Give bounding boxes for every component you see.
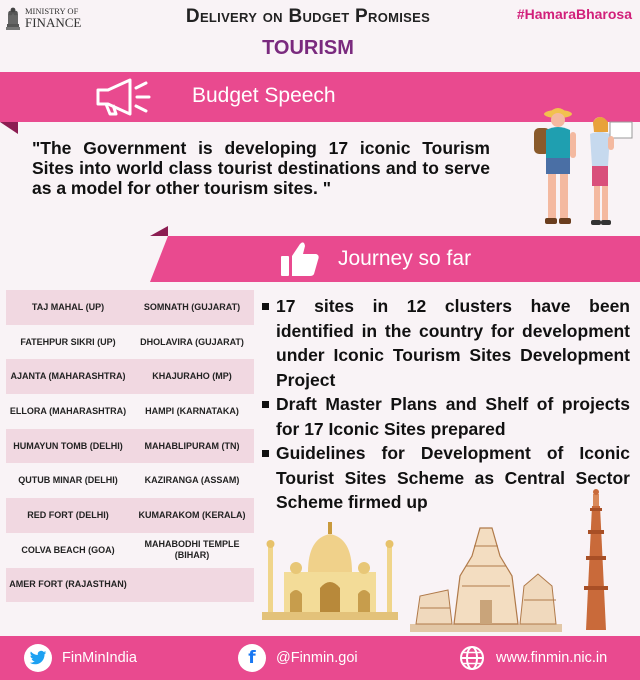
list-item-text: Guidelines for Development of Iconic Tourist Sites Scheme as Central Sector Scheme firmed up: [276, 443, 630, 512]
bullet-marker: [262, 303, 269, 310]
site-cell: MAHABODHI TEMPLE (BIHAR): [144, 539, 240, 561]
facebook-handle: @Finmin.goi: [276, 650, 358, 666]
journey-label: Journey so far: [338, 247, 472, 270]
site-cell: SOMNATH (GUJARAT): [143, 301, 241, 312]
site-cell: HUMAYUN TOMB (DELHI): [13, 440, 123, 451]
site-cell: HAMPI (KARNATAKA): [145, 405, 239, 416]
tourists-illustration: [524, 102, 636, 234]
ashoka-emblem-icon: [4, 4, 22, 32]
list-item: [262, 294, 630, 392]
facebook-link[interactable]: [238, 636, 358, 680]
list-item: [262, 441, 630, 515]
page-title: Delivery on Budget Promises: [185, 6, 431, 27]
site-cell: RED FORT (DELHI): [27, 509, 109, 520]
site-cell: ELLORA (MAHARASHTRA): [9, 405, 127, 416]
website-link[interactable]: [458, 636, 607, 680]
table-row: [6, 394, 254, 429]
ministry-logo: [4, 4, 84, 34]
hashtag[interactable]: #HamaraBharosa: [516, 6, 632, 22]
globe-icon: [458, 644, 486, 672]
site-cell: COLVA BEACH (GOA): [21, 544, 115, 555]
budget-speech-quote: "The Government is developing 17 iconic Tourism Sites into world class tourist destinations and to serve as a model for other tourism sites. ": [32, 138, 490, 198]
iconic-sites-table: [6, 290, 254, 602]
budget-speech-label: Budget Speech: [192, 84, 336, 107]
table-row: [6, 498, 254, 533]
qutub-minar-illustration: [578, 486, 614, 630]
footer: [0, 636, 640, 680]
table-row: [6, 290, 254, 325]
ministry-line2: FINANCE: [25, 15, 82, 30]
band-fold: [150, 226, 168, 236]
taj-mahal-illustration: [262, 516, 398, 620]
site-cell: FATEHPUR SIKRI (UP): [20, 336, 116, 347]
table-row: [6, 533, 254, 568]
website-url: www.finmin.nic.in: [496, 650, 608, 666]
twitter-icon: [24, 644, 52, 672]
site-cell: AJANTA (MAHARASHTRA): [10, 371, 126, 382]
site-cell: DHOLAVIRA (GUJARAT): [140, 336, 244, 347]
band-fold: [0, 122, 18, 134]
site-cell: KUMARAKOM (KERALA): [138, 509, 246, 520]
site-cell: MAHABLIPURAM (TN): [144, 440, 240, 451]
table-row: [6, 325, 254, 360]
site-cell: QUTUB MINAR (DELHI): [18, 475, 118, 486]
table-row: [6, 568, 254, 603]
progress-list: [262, 294, 630, 515]
ministry-line1: MINISTRY OF: [25, 6, 79, 16]
thumbs-up-icon: [280, 240, 320, 278]
bullet-marker: [262, 401, 269, 408]
page-subtitle: TOURISM: [262, 37, 354, 59]
list-item: [262, 392, 630, 441]
megaphone-icon: [94, 76, 156, 118]
table-row: [6, 359, 254, 394]
twitter-handle: FinMinIndia: [62, 650, 137, 666]
table-row: [6, 429, 254, 464]
temple-illustration: [406, 516, 566, 632]
facebook-icon: f: [238, 644, 266, 672]
bullet-marker: [262, 450, 269, 457]
site-cell: KHAJURAHO (MP): [152, 371, 232, 382]
list-item-text: 17 sites in 12 clusters have been identified in the country for development under Iconic Tourism Sites Development Project: [276, 296, 630, 390]
twitter-link[interactable]: [24, 636, 137, 680]
table-row: [6, 463, 254, 498]
header: [0, 0, 640, 70]
site-cell: KAZIRANGA (ASSAM): [144, 475, 240, 486]
site-cell: AMER FORT (RAJASTHAN): [9, 579, 127, 590]
site-cell: TAJ MAHAL (UP): [31, 301, 105, 312]
list-item-text: Draft Master Plans and Shelf of projects for 17 Iconic Sites prepared: [276, 394, 630, 439]
